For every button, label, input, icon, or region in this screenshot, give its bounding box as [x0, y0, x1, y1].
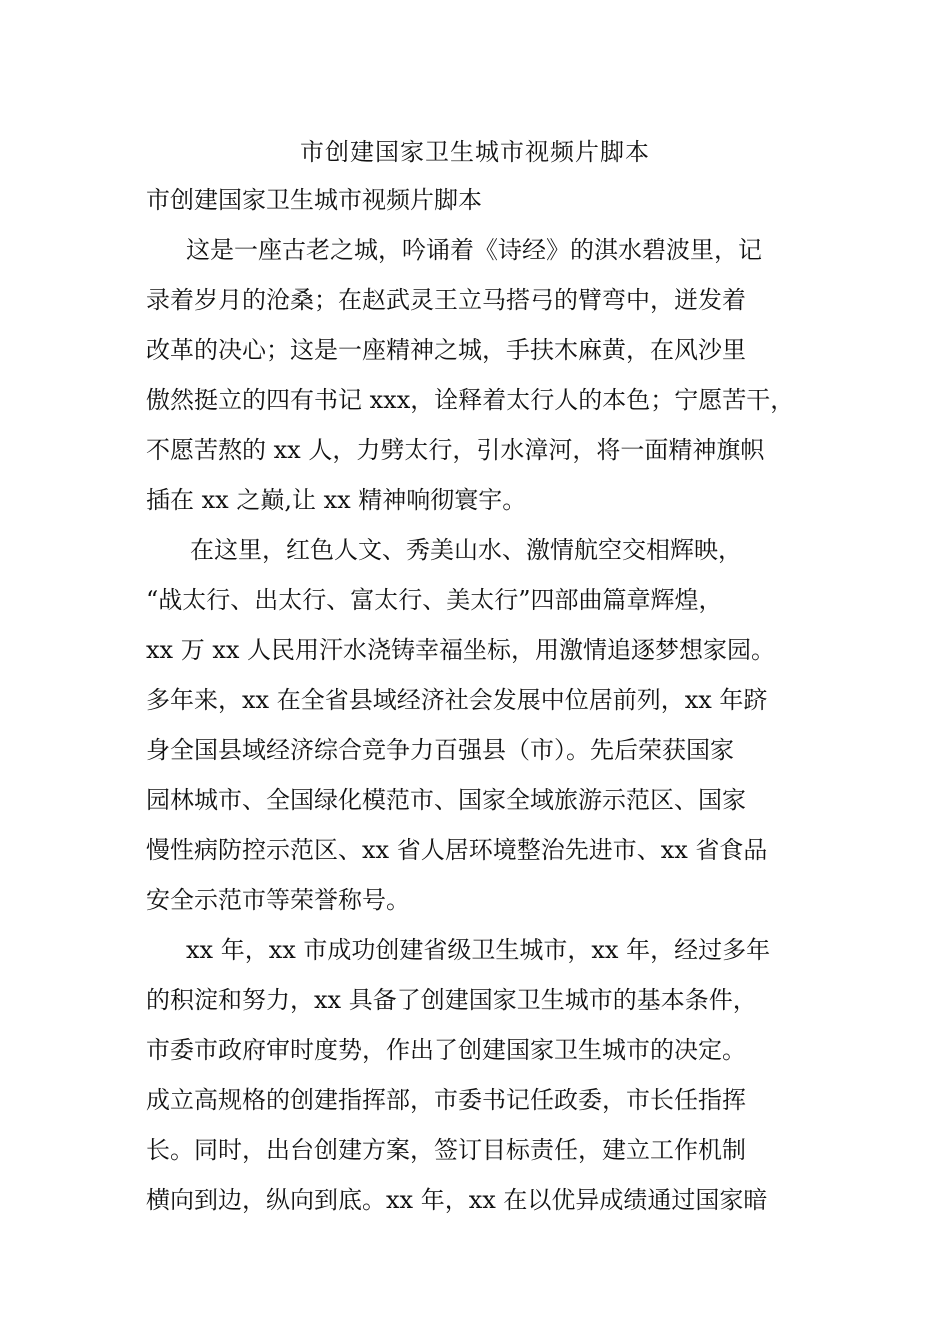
- paragraph-line: “战太行、出太行、富太行、美太行”四部曲篇章辉煌，: [146, 586, 723, 614]
- paragraph-line: 录着岁月的沧桑；在赵武灵王立马搭弓的臂弯中，迸发着: [146, 286, 746, 314]
- paragraph-line: 长。同时，出台创建方案，签订目标责任，建立工作机制: [146, 1136, 746, 1164]
- paragraph-line: 身全国县域经济综合竞争力百强县（市）。先后荣获国家: [146, 736, 734, 764]
- paragraph-line: 慢性病防控示范区、xx 省人居环境整治先进市、xx 省食品: [146, 836, 768, 864]
- paragraph-line: 多年来，xx 在全省县域经济社会发展中位居前列，xx 年跻: [146, 686, 768, 714]
- document-title: 市创建国家卫生城市视频片脚本: [300, 138, 650, 166]
- paragraph-line: 在这里，红色人文、秀美山水、激情航空交相辉映，: [190, 536, 742, 564]
- document-subtitle: 市创建国家卫生城市视频片脚本: [146, 186, 482, 214]
- paragraph-line: 安全示范市等荣誉称号。: [146, 886, 410, 914]
- paragraph-line: 横向到边，纵向到底。xx 年，xx 在以优异成绩通过国家暗: [146, 1186, 768, 1214]
- paragraph-line: 的积淀和努力，xx 具备了创建国家卫生城市的基本条件，: [146, 986, 757, 1014]
- paragraph-line: 市委市政府审时度势，作出了创建国家卫生城市的决定。: [146, 1036, 746, 1064]
- paragraph-line: 成立高规格的创建指挥部，市委书记任政委，市长任指挥: [146, 1086, 746, 1114]
- paragraph-line: xx 万 xx 人民用汗水浇铸幸福坐标，用激情追逐梦想家园。: [146, 636, 776, 664]
- paragraph-line: 插在 xx 之巅,让 xx 精神响彻寰宇。: [146, 486, 527, 514]
- paragraph-line: 不愿苦熬的 xx 人，力劈太行，引水漳河，将一面精神旗帜: [146, 436, 765, 464]
- paragraph-line: 这是一座古老之城，吟诵着《诗经》的淇水碧波里，记: [186, 236, 762, 264]
- paragraph-line: xx 年，xx 市成功创建省级卫生城市，xx 年，经过多年: [186, 936, 771, 964]
- paragraph-line: 园林城市、全国绿化模范市、国家全域旅游示范区、国家: [146, 786, 746, 814]
- paragraph-line: 改革的决心；这是一座精神之城，手扶木麻黄，在风沙里: [146, 336, 746, 364]
- paragraph-line: 傲然挺立的四有书记 xxx，诠释着太行人的本色；宁愿苦干，: [146, 386, 795, 414]
